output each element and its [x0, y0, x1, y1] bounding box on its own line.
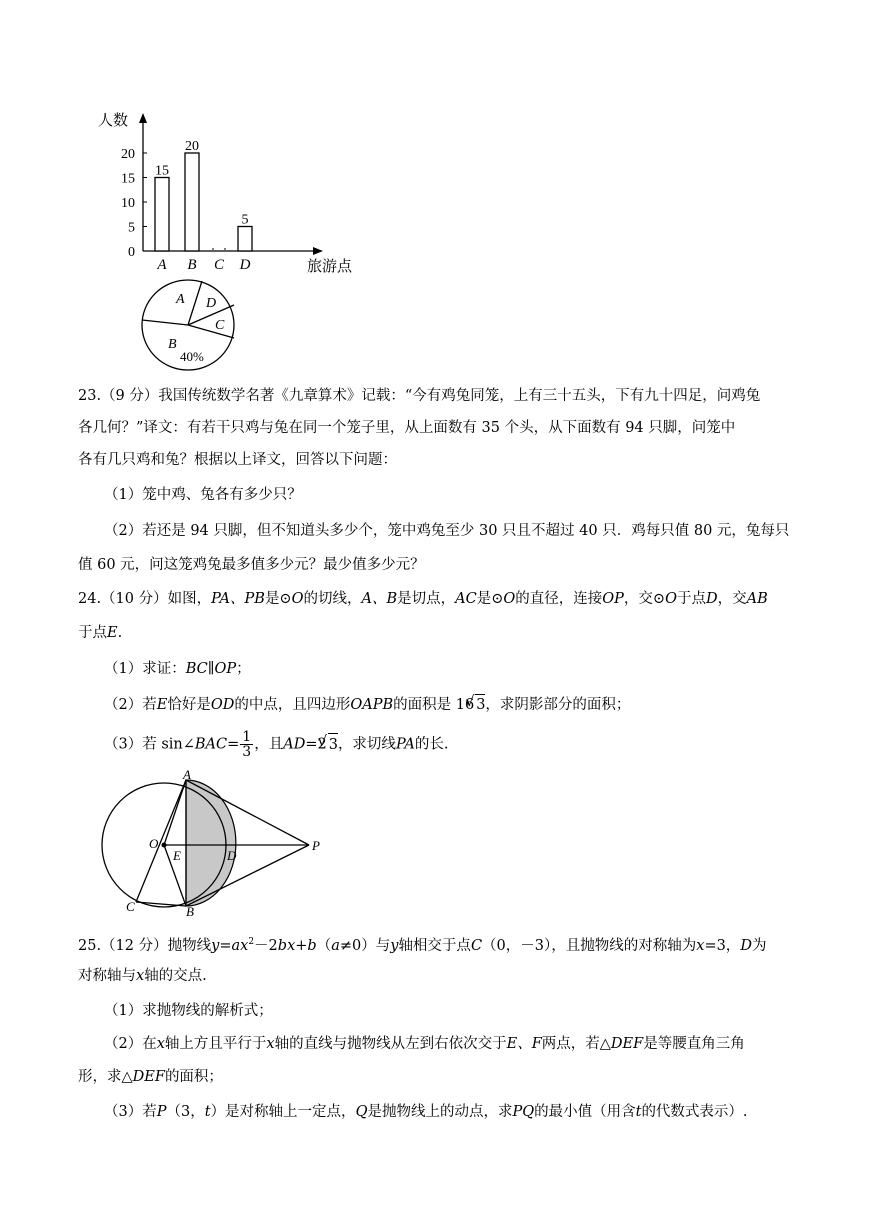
fraction-numerator: 1: [242, 729, 252, 745]
x-tick-label: C: [213, 257, 225, 273]
center-dot: [162, 843, 167, 848]
q24-var-o: O: [503, 591, 516, 607]
q24-text: 的面积是 16: [393, 697, 475, 713]
q25-var: DEF: [132, 1069, 165, 1085]
q24-var-bac: BAC: [194, 736, 228, 753]
q25-var: ax: [231, 937, 249, 954]
q24-text: 是切点，: [397, 591, 456, 607]
bar: [155, 178, 169, 252]
q24-var-od: OD: [210, 697, 235, 713]
y-axis-label: 人数: [98, 113, 129, 129]
q25-var: y: [390, 937, 399, 954]
q25-var: t: [204, 1104, 211, 1120]
q25-var: x: [156, 1036, 165, 1052]
y-tick-label: 10: [121, 196, 135, 211]
q25-text: （3，: [166, 1104, 205, 1120]
bar: [185, 153, 199, 251]
q25-text: 为: [751, 937, 767, 954]
bar-chart: [95, 105, 365, 275]
q24-text: =2: [305, 736, 327, 753]
label-d: D: [227, 848, 237, 863]
q24-text: 的长.: [414, 736, 449, 753]
q24-text: ，求阴影部分的面积；: [485, 697, 631, 713]
q25-var: Q: [355, 1104, 368, 1120]
q25-part-2-line-1: [104, 1034, 745, 1054]
q24-var-ad: AD: [283, 736, 306, 753]
q24-text: 的切线，: [303, 591, 362, 607]
q24-var-bc-op: BC∥OP: [185, 661, 237, 677]
q25-var: b: [307, 937, 317, 954]
q25-var: x: [136, 968, 145, 984]
bar: [238, 227, 252, 252]
pie-slice-label: A: [176, 292, 185, 307]
q25-text: 的最小值（用含: [534, 1104, 636, 1120]
q25-part-2-line-2: [78, 1067, 223, 1087]
q24-text: ，交⊙: [623, 591, 666, 607]
q25-text: 25.（12 分）抛物线: [78, 937, 212, 954]
bar-data-label: 5: [241, 212, 249, 228]
pie-chart: [138, 278, 240, 372]
q25-text: 轴相交于点: [398, 937, 471, 954]
q25-var: E、F: [506, 1036, 542, 1052]
q25-text: （: [316, 937, 332, 954]
q25-part-1: （1）求抛物线的解析式；: [104, 1003, 273, 1019]
pie-annotation: 40%: [180, 349, 204, 364]
q25-var: t: [635, 1104, 642, 1120]
q25-var: x: [266, 1036, 275, 1052]
q23-line-3: 各有几只鸡和兔？根据以上译文，回答以下问题：: [78, 452, 397, 468]
q25-text: 形，求△: [78, 1069, 133, 1085]
q24-text: （2）若: [104, 697, 157, 713]
q24-var-d: D: [705, 591, 718, 607]
q25-var: C: [470, 937, 483, 954]
q25-text: ≠0）与: [339, 937, 391, 954]
sqrt-radicand: √ 3: [475, 694, 485, 715]
segment-oa: [164, 780, 186, 845]
q24-text: 是⊙: [264, 591, 292, 607]
q23-part-2-line-1: （2）若还是 94 只脚，但不知道头多少个，笼中鸡兔至少 30 只且不超过 40 只．鸡每只值 80 元，兔每只: [104, 523, 790, 539]
q25-text: 是等腰直角三角: [643, 1036, 745, 1052]
q25-line-2: [78, 966, 207, 986]
q25-text: 是抛物线上的动点，求: [367, 1104, 513, 1120]
q24-var-pa: PA: [395, 736, 415, 753]
q24-text: （1）求证：: [104, 661, 186, 677]
q24-var-pa-pb: PA、PB: [211, 591, 265, 607]
label-b: B: [186, 904, 194, 918]
q25-var: y: [211, 937, 220, 954]
q24-text: 于点: [676, 591, 706, 607]
label-p: P: [312, 838, 320, 853]
q25-text: （2）在: [104, 1036, 157, 1052]
pie-slice-label: D: [206, 296, 217, 311]
q24-number: 24.（10 分）如图，: [78, 591, 212, 607]
q25-part-3: [104, 1102, 748, 1122]
q24-text: 是⊙: [476, 591, 504, 607]
q25-text: 的代数式表示）.: [641, 1104, 748, 1120]
q24-text: =: [227, 736, 240, 753]
q25-text: 两点，若△: [541, 1036, 611, 1052]
y-tick-label: 20: [121, 147, 135, 162]
q24-var-o: O: [665, 591, 677, 607]
q24-text: 于点: [78, 625, 107, 641]
q25-text: +: [295, 937, 308, 954]
q23-part-1: （1）笼中鸡、兔各有多少只？: [104, 487, 302, 503]
q24-text: 的直径，连接: [515, 591, 603, 607]
q24-var-e: E: [107, 625, 118, 641]
q25-text: （0，－3），且抛物线的对称轴为: [482, 937, 697, 954]
circle-tangent-figure: [96, 768, 336, 918]
y-tick-label: 15: [121, 171, 135, 187]
q24-text: ，且: [254, 736, 284, 753]
exponent: 2: [248, 937, 255, 947]
q25-text: （3）若: [104, 1104, 157, 1120]
q25-text: 轴上方且平行于: [164, 1036, 267, 1052]
q25-var: D: [740, 937, 752, 954]
x-axis-arrow: [313, 247, 323, 255]
q24-part-3: [104, 730, 448, 759]
q25-var: P: [156, 1104, 167, 1120]
y-tick-label: 5: [128, 220, 135, 236]
q24-var-e: E: [156, 697, 168, 713]
bar-data-label: 15: [155, 163, 169, 179]
q25-text: =: [219, 937, 232, 954]
sqrt-radicand: √ 3: [328, 733, 338, 756]
fraction-denominator: 3: [242, 744, 252, 760]
q25-var: PQ: [512, 1104, 535, 1120]
q24-var-o: O: [291, 591, 304, 607]
x-tick-label: D: [239, 257, 251, 273]
pie-slice-label: C: [215, 318, 225, 333]
q24-var-op: OP: [602, 591, 624, 607]
x-tick-label: A: [157, 257, 167, 273]
q25-text: 的面积；: [164, 1069, 223, 1085]
q25-var: bx: [277, 937, 296, 954]
q25-text: －2: [254, 937, 278, 954]
q24-var-a-b: A、B: [361, 591, 398, 607]
x-axis-label: 旅游点: [307, 259, 353, 275]
q24-text: ，求切线: [337, 736, 396, 753]
pie-slice-label: B: [168, 337, 177, 352]
label-o: O: [149, 836, 159, 851]
q25-text: ）是对称轴上一定点，: [210, 1104, 356, 1120]
label-e: E: [173, 848, 181, 863]
q24-var-oapb: OAPB: [350, 697, 394, 713]
q24-part-2: [104, 694, 630, 715]
q25-var: a: [331, 937, 340, 954]
y-axis-arrow: [139, 113, 147, 123]
q24-line-2: [78, 623, 122, 643]
q25-text: =3，: [704, 937, 741, 954]
q23-line-2: 各几何？”译文：有若干只鸡与兔在同一个笼子里，从上面数有 35 个头，从下面数有 94 只脚，问笼中: [78, 420, 736, 436]
q24-part-1: [104, 659, 251, 679]
q24-text: .: [117, 625, 123, 641]
label-a: A: [183, 768, 191, 782]
q24-text: ，交: [717, 591, 747, 607]
q24-text: ；: [236, 661, 251, 677]
q24-text: 恰好是: [167, 697, 211, 713]
q24-text: （3）若 sin∠: [104, 736, 195, 753]
x-tick-label: B: [187, 257, 197, 273]
q24-text: 的中点，且四边形: [234, 697, 351, 713]
fraction: [240, 730, 253, 759]
q24-var-ab: AB: [746, 591, 768, 607]
q23-part-2-line-2: 值 60 元，问这笼鸡兔最多值多少元？最少值多少元？: [78, 557, 425, 573]
q25-text: 轴的直线与抛物线从左到右依次交于: [274, 1036, 507, 1052]
label-c: C: [126, 899, 135, 914]
q25-var: DEF: [610, 1036, 644, 1052]
q24-var-ac: AC: [455, 591, 477, 607]
bar-data-label: 20: [185, 139, 199, 154]
q25-var: x: [696, 937, 705, 954]
q25-line-1: [78, 932, 766, 956]
q24-line-1: [78, 589, 768, 609]
shaded-segment: [186, 780, 236, 906]
y-tick-label: 0: [128, 245, 135, 260]
q23-line-1: 23.（9 分）我国传统数学名著《九章算术》记载：“今有鸡兔同笼，上有三十五头，下有九十四足，问鸡兔: [78, 388, 761, 404]
q25-text: 轴的交点.: [144, 968, 207, 984]
q25-text: 对称轴与: [78, 968, 136, 984]
